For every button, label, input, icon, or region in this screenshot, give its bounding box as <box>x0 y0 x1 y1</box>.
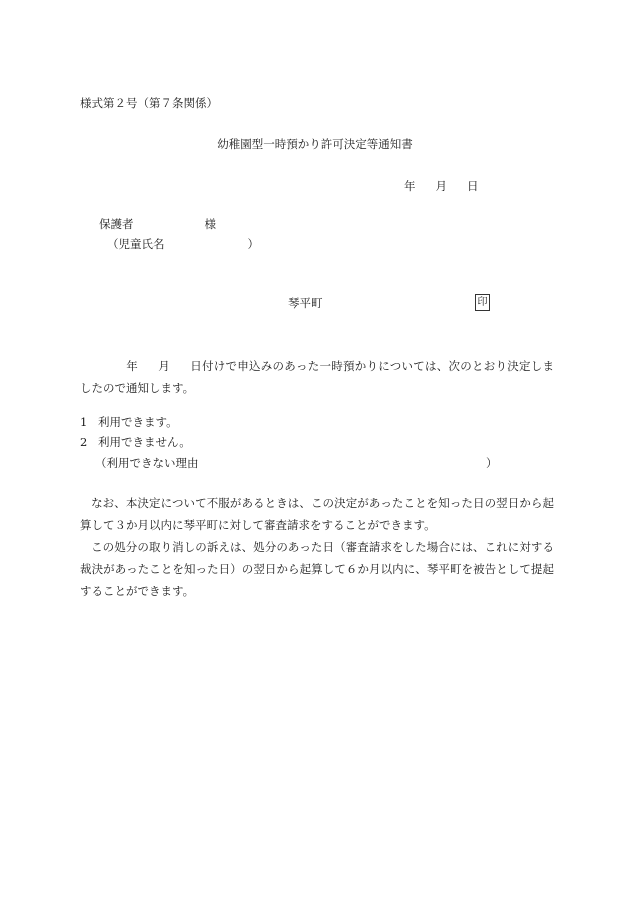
honorific: 様 <box>204 217 216 231</box>
reason-label: （利用できない理由 <box>95 456 199 470</box>
guardian-line <box>99 219 216 231</box>
reason-close: ） <box>486 456 498 470</box>
option-item <box>80 417 178 429</box>
para1-year: 年 <box>126 359 139 373</box>
para1-month: 月 <box>158 359 171 373</box>
form-number: 様式第２号（第７条関係） <box>80 96 218 110</box>
guardian-label: 保護者 <box>99 217 134 231</box>
option-item <box>80 437 191 449</box>
para1-text: 日付けで申込みのあった一時預かりについては、次のとおり決定しましたので通知します。 <box>80 359 555 395</box>
seal-mark: 印 <box>475 294 490 311</box>
lawsuit-notice-paragraph <box>80 536 554 602</box>
option-number: 1 <box>80 415 88 429</box>
date-month-label: 月 <box>435 179 447 193</box>
date-line <box>404 181 479 193</box>
decision-paragraph <box>80 355 554 399</box>
appeal-notice-paragraph <box>80 492 554 536</box>
date-year-label: 年 <box>404 179 416 193</box>
appeal-notice-text: なお、本決定について不服があるときは、この決定があったことを知った日の翌日から起算して３か月以内に琴平町に対して審査請求をすることができます。 <box>80 496 554 532</box>
document-title: 幼稚園型一時預かり許可決定等通知書 <box>217 137 413 151</box>
issuer-name: 琴平町 <box>288 296 323 310</box>
child-name-label: （児童氏名 <box>107 237 165 251</box>
option-text: 利用できます。 <box>98 415 178 429</box>
child-name-close: ） <box>247 237 259 251</box>
option-text: 利用できません。 <box>98 435 191 449</box>
option-number: 2 <box>80 435 88 449</box>
lawsuit-notice-text: この処分の取り消しの訴えは、処分のあった日（審査請求をした場合には、これに対する裁決があったことを知った日）の翌日から起算して６か月以内に、琴平町を被告として提起することができます。 <box>80 540 554 598</box>
date-day-label: 日 <box>467 179 479 193</box>
child-name-line <box>107 239 259 251</box>
